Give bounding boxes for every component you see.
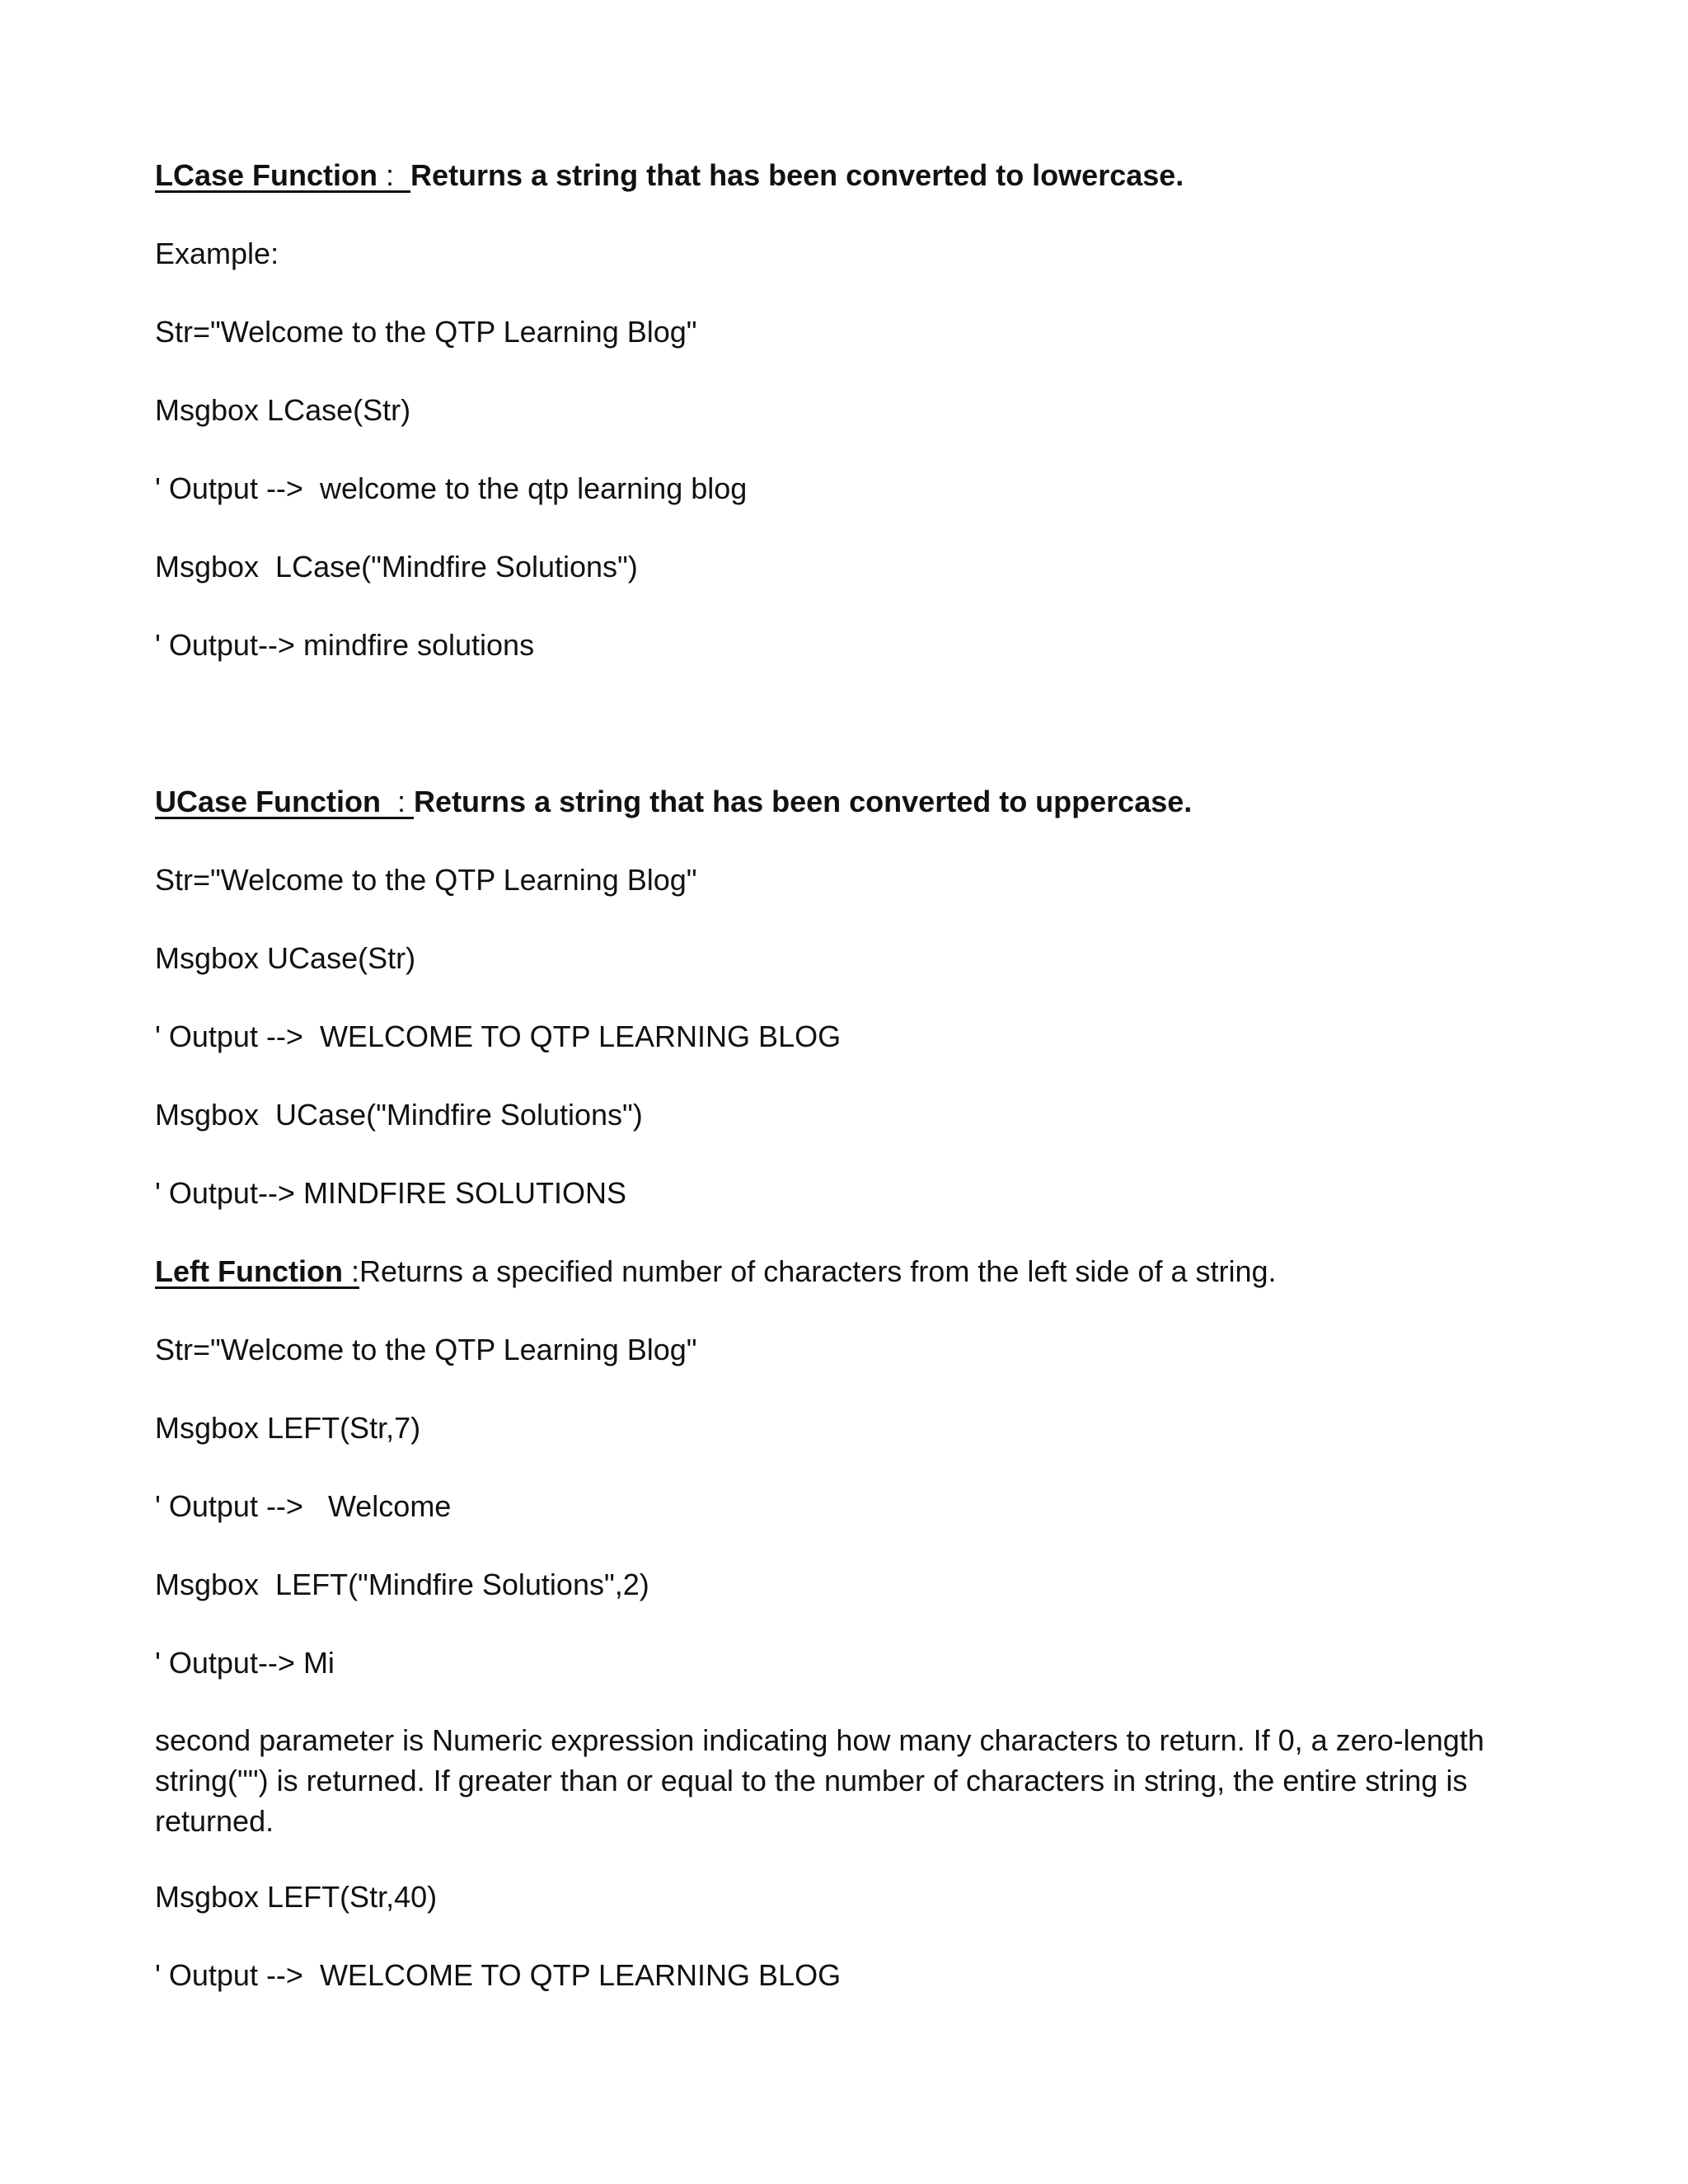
ucase-line-output-2: ' Output--> MINDFIRE SOLUTIONS [155, 1176, 626, 1210]
left-line-msgbox-40: Msgbox LEFT(Str,40) [155, 1880, 438, 1914]
left-heading-separator: : [350, 1254, 359, 1288]
lcase-line-msgbox-str: Msgbox LCase(Str) [155, 393, 411, 427]
ucase-heading-title: UCase Function [155, 785, 390, 818]
left-line-msgbox-literal: Msgbox LEFT("Mindfire Solutions",2) [155, 1568, 649, 1601]
ucase-line-msgbox-literal: Msgbox UCase("Mindfire Solutions") [155, 1098, 643, 1132]
left-line-msgbox-str: Msgbox LEFT(Str,7) [155, 1411, 421, 1445]
ucase-line-str: Str="Welcome to the QTP Learning Blog" [155, 863, 697, 897]
lcase-heading-title: LCase Function [155, 158, 378, 192]
lcase-line-example: Example: [155, 237, 279, 270]
left-line-output-3: ' Output --> WELCOME TO QTP LEARNING BLOG [155, 1958, 842, 1992]
ucase-heading [155, 781, 1192, 823]
left-explanation-paragraph: second parameter is Numeric expression indicating how many characters to return. If 0, a zero-length string("") is returned. If greater than or equal to the number of characters in string, the entire string is returned. [155, 1723, 1484, 1838]
lcase-heading [155, 155, 1184, 196]
left-line-output-2: ' Output--> Mi [155, 1646, 335, 1680]
left-line-output-1: ' Output --> Welcome [155, 1489, 452, 1523]
ucase-heading-description: Returns a string that has been converted to uppercase. [414, 785, 1193, 818]
left-heading [155, 1251, 1277, 1292]
ucase-line-msgbox-str: Msgbox UCase(Str) [155, 941, 416, 975]
lcase-line-output-1: ' Output --> welcome to the qtp learning blog [155, 471, 748, 505]
left-heading-title: Left Function [155, 1254, 351, 1288]
lcase-line-output-2: ' Output--> mindfire solutions [155, 628, 535, 662]
left-heading-description: Returns a specified number of characters from the left side of a string. [359, 1254, 1277, 1288]
lcase-heading-description: Returns a string that has been converted to lowercase. [410, 158, 1184, 192]
lcase-line-msgbox-literal: Msgbox LCase("Mindfire Solutions") [155, 550, 638, 583]
lcase-heading-separator: : [377, 158, 411, 192]
lcase-line-str: Str="Welcome to the QTP Learning Blog" [155, 315, 697, 349]
ucase-line-output-1: ' Output --> WELCOME TO QTP LEARNING BLOG [155, 1019, 842, 1053]
left-line-str: Str="Welcome to the QTP Learning Blog" [155, 1333, 697, 1366]
ucase-heading-separator: : [389, 785, 415, 818]
